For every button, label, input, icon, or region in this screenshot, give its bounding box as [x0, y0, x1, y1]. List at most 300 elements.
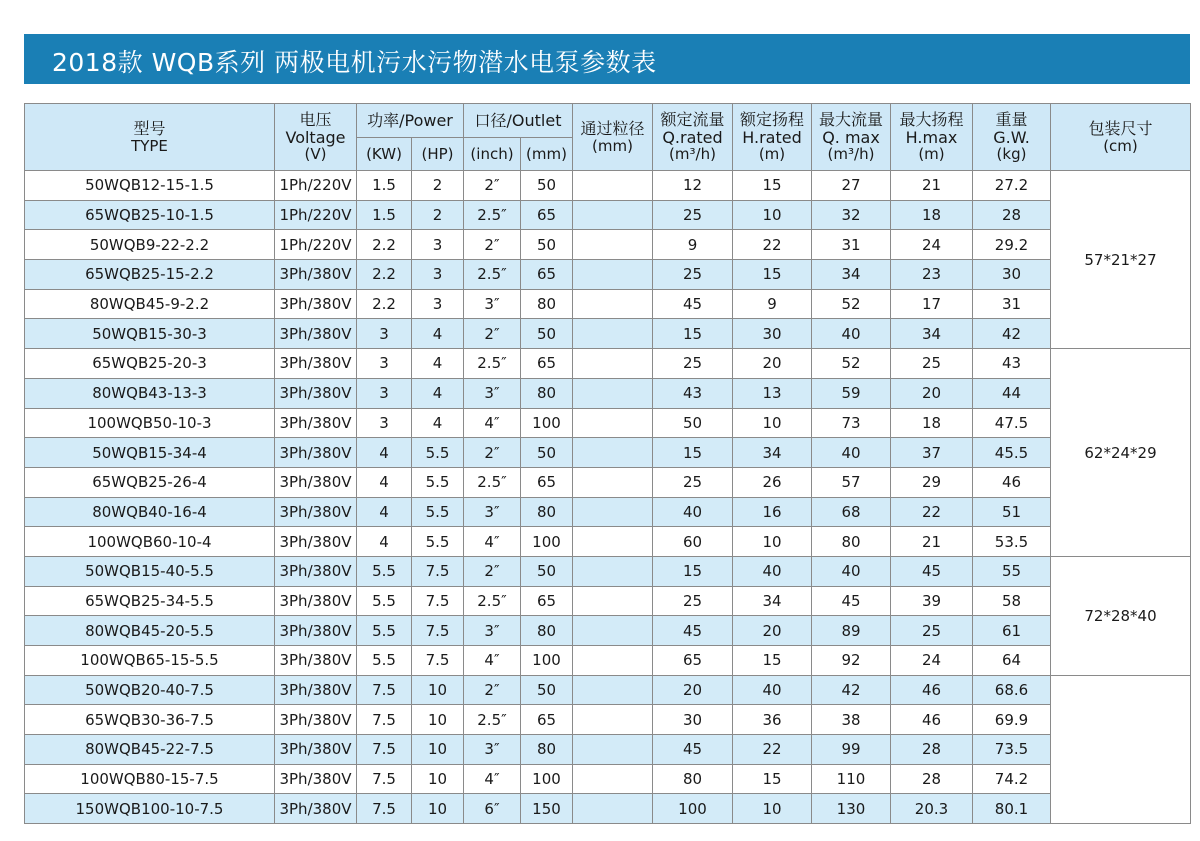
cell-mm: 50 — [521, 556, 573, 586]
cell-kw: 3 — [357, 408, 412, 438]
cell-model: 65WQB25-15-2.2 — [25, 260, 275, 290]
cell-particle — [573, 675, 653, 705]
cell-hmax: 46 — [891, 705, 973, 735]
cell-qmax: 34 — [812, 260, 891, 290]
cell-hmax: 20.3 — [891, 794, 973, 824]
cell-model: 80WQB43-13-3 — [25, 378, 275, 408]
cell-h: 15 — [733, 646, 812, 676]
cell-particle — [573, 319, 653, 349]
col-power: 功率/Power — [357, 104, 464, 138]
cell-qmax: 52 — [812, 289, 891, 319]
cell-q: 50 — [653, 408, 733, 438]
cell-qmax: 59 — [812, 378, 891, 408]
cell-hp: 5.5 — [412, 527, 464, 557]
cell-h: 10 — [733, 200, 812, 230]
cell-mm: 100 — [521, 764, 573, 794]
cell-model: 80WQB45-20-5.5 — [25, 616, 275, 646]
cell-hp: 10 — [412, 675, 464, 705]
cell-gw: 31 — [973, 289, 1051, 319]
cell-hmax: 37 — [891, 438, 973, 468]
cell-q: 15 — [653, 556, 733, 586]
cell-q: 45 — [653, 289, 733, 319]
table-body — [25, 171, 1191, 824]
table-row — [25, 586, 1191, 616]
table-row — [25, 497, 1191, 527]
table-row — [25, 349, 1191, 379]
cell-hp: 10 — [412, 705, 464, 735]
cell-hp: 5.5 — [412, 438, 464, 468]
table-row — [25, 378, 1191, 408]
cell-hp: 5.5 — [412, 497, 464, 527]
cell-hmax: 23 — [891, 260, 973, 290]
cell-hp: 10 — [412, 735, 464, 765]
cell-mm: 100 — [521, 527, 573, 557]
cell-h: 15 — [733, 171, 812, 201]
cell-hp: 10 — [412, 794, 464, 824]
table-row — [25, 735, 1191, 765]
cell-qmax: 80 — [812, 527, 891, 557]
cell-model: 50WQB15-34-4 — [25, 438, 275, 468]
col-voltage: 电压 Voltage (V) — [275, 104, 357, 171]
cell-hmax: 18 — [891, 200, 973, 230]
cell-kw: 7.5 — [357, 735, 412, 765]
cell-inch: 2″ — [464, 438, 521, 468]
cell-hp: 3 — [412, 289, 464, 319]
cell-h: 20 — [733, 349, 812, 379]
cell-h: 10 — [733, 794, 812, 824]
cell-model: 65WQB25-34-5.5 — [25, 586, 275, 616]
cell-inch: 2″ — [464, 230, 521, 260]
cell-inch: 2″ — [464, 319, 521, 349]
cell-volt: 3Ph/380V — [275, 527, 357, 557]
cell-kw: 3 — [357, 378, 412, 408]
cell-q: 60 — [653, 527, 733, 557]
cell-volt: 1Ph/220V — [275, 230, 357, 260]
cell-kw: 5.5 — [357, 586, 412, 616]
cell-mm: 80 — [521, 735, 573, 765]
cell-hp: 7.5 — [412, 556, 464, 586]
cell-model: 80WQB45-9-2.2 — [25, 289, 275, 319]
cell-model: 50WQB15-30-3 — [25, 319, 275, 349]
cell-mm: 50 — [521, 171, 573, 201]
cell-qmax: 45 — [812, 586, 891, 616]
table-row — [25, 171, 1191, 201]
cell-particle — [573, 467, 653, 497]
cell-package-size — [1051, 675, 1191, 823]
cell-mm: 100 — [521, 646, 573, 676]
cell-inch: 6″ — [464, 794, 521, 824]
cell-mm: 65 — [521, 467, 573, 497]
table-row — [25, 705, 1191, 735]
cell-q: 43 — [653, 378, 733, 408]
cell-volt: 3Ph/380V — [275, 349, 357, 379]
cell-hp: 7.5 — [412, 586, 464, 616]
cell-particle — [573, 260, 653, 290]
cell-mm: 80 — [521, 289, 573, 319]
cell-h: 15 — [733, 260, 812, 290]
cell-particle — [573, 527, 653, 557]
cell-inch: 4″ — [464, 408, 521, 438]
cell-q: 25 — [653, 467, 733, 497]
cell-volt: 3Ph/380V — [275, 260, 357, 290]
cell-mm: 50 — [521, 438, 573, 468]
cell-q: 80 — [653, 764, 733, 794]
cell-h: 10 — [733, 408, 812, 438]
cell-q: 25 — [653, 260, 733, 290]
cell-kw: 7.5 — [357, 764, 412, 794]
cell-particle — [573, 616, 653, 646]
col-power-kw: (KW) — [357, 138, 412, 171]
cell-hp: 3 — [412, 230, 464, 260]
cell-q: 30 — [653, 705, 733, 735]
cell-model: 50WQB9-22-2.2 — [25, 230, 275, 260]
cell-gw: 61 — [973, 616, 1051, 646]
cell-qmax: 40 — [812, 319, 891, 349]
cell-volt: 3Ph/380V — [275, 794, 357, 824]
cell-hmax: 25 — [891, 349, 973, 379]
cell-q: 25 — [653, 349, 733, 379]
cell-h: 34 — [733, 438, 812, 468]
cell-particle — [573, 497, 653, 527]
cell-inch: 2.5″ — [464, 260, 521, 290]
cell-h: 20 — [733, 616, 812, 646]
cell-h: 40 — [733, 675, 812, 705]
cell-inch: 2″ — [464, 675, 521, 705]
cell-hp: 4 — [412, 378, 464, 408]
cell-qmax: 89 — [812, 616, 891, 646]
cell-h: 22 — [733, 735, 812, 765]
table-row — [25, 527, 1191, 557]
cell-hp: 2 — [412, 171, 464, 201]
col-package: 包装尺寸 (cm) — [1051, 104, 1191, 171]
table-row — [25, 556, 1191, 586]
cell-gw: 68.6 — [973, 675, 1051, 705]
cell-qmax: 31 — [812, 230, 891, 260]
cell-mm: 150 — [521, 794, 573, 824]
cell-q: 25 — [653, 200, 733, 230]
cell-volt: 3Ph/380V — [275, 289, 357, 319]
cell-mm: 80 — [521, 616, 573, 646]
cell-model: 50WQB12-15-1.5 — [25, 171, 275, 201]
cell-q: 40 — [653, 497, 733, 527]
cell-kw: 1.5 — [357, 171, 412, 201]
cell-hmax: 24 — [891, 646, 973, 676]
cell-package-size: 72*28*40 — [1051, 556, 1191, 675]
cell-model: 50WQB15-40-5.5 — [25, 556, 275, 586]
cell-gw: 69.9 — [973, 705, 1051, 735]
table-row — [25, 764, 1191, 794]
cell-inch: 3″ — [464, 378, 521, 408]
cell-volt: 3Ph/380V — [275, 764, 357, 794]
cell-inch: 4″ — [464, 646, 521, 676]
col-outlet-mm: (mm) — [521, 138, 573, 171]
cell-hmax: 24 — [891, 230, 973, 260]
cell-gw: 64 — [973, 646, 1051, 676]
cell-gw: 27.2 — [973, 171, 1051, 201]
table-row — [25, 230, 1191, 260]
cell-q: 65 — [653, 646, 733, 676]
cell-h: 36 — [733, 705, 812, 735]
cell-q: 12 — [653, 171, 733, 201]
cell-qmax: 92 — [812, 646, 891, 676]
cell-volt: 3Ph/380V — [275, 556, 357, 586]
cell-particle — [573, 735, 653, 765]
cell-h: 26 — [733, 467, 812, 497]
cell-hmax: 45 — [891, 556, 973, 586]
col-power-hp: (HP) — [412, 138, 464, 171]
cell-q: 15 — [653, 319, 733, 349]
table-row — [25, 408, 1191, 438]
cell-kw: 4 — [357, 467, 412, 497]
cell-volt: 3Ph/380V — [275, 586, 357, 616]
cell-particle — [573, 556, 653, 586]
page-title: 2018款 WQB系列 两极电机污水污物潜水电泵参数表 — [52, 48, 657, 77]
cell-mm: 65 — [521, 260, 573, 290]
cell-q: 25 — [653, 586, 733, 616]
cell-h: 15 — [733, 764, 812, 794]
cell-qmax: 99 — [812, 735, 891, 765]
cell-gw: 29.2 — [973, 230, 1051, 260]
cell-kw: 3 — [357, 319, 412, 349]
title-banner — [24, 34, 1190, 84]
cell-kw: 5.5 — [357, 616, 412, 646]
cell-q: 15 — [653, 438, 733, 468]
cell-h: 9 — [733, 289, 812, 319]
cell-package-size: 57*21*27 — [1051, 171, 1191, 349]
cell-inch: 3″ — [464, 497, 521, 527]
cell-kw: 7.5 — [357, 705, 412, 735]
cell-volt: 3Ph/380V — [275, 705, 357, 735]
cell-volt: 3Ph/380V — [275, 438, 357, 468]
cell-particle — [573, 438, 653, 468]
col-h-max: 最大扬程 H.max (m) — [891, 104, 973, 171]
cell-mm: 65 — [521, 349, 573, 379]
cell-hp: 7.5 — [412, 616, 464, 646]
cell-model: 80WQB45-22-7.5 — [25, 735, 275, 765]
table-row — [25, 260, 1191, 290]
cell-hmax: 17 — [891, 289, 973, 319]
cell-q: 9 — [653, 230, 733, 260]
cell-gw: 43 — [973, 349, 1051, 379]
cell-model: 100WQB80-15-7.5 — [25, 764, 275, 794]
cell-qmax: 27 — [812, 171, 891, 201]
cell-qmax: 57 — [812, 467, 891, 497]
cell-volt: 3Ph/380V — [275, 378, 357, 408]
col-weight: 重量 G.W. (kg) — [973, 104, 1051, 171]
cell-particle — [573, 586, 653, 616]
cell-inch: 2″ — [464, 171, 521, 201]
cell-hmax: 20 — [891, 378, 973, 408]
cell-hmax: 29 — [891, 467, 973, 497]
cell-model: 65WQB25-20-3 — [25, 349, 275, 379]
cell-mm: 50 — [521, 319, 573, 349]
table-row — [25, 467, 1191, 497]
cell-gw: 28 — [973, 200, 1051, 230]
cell-inch: 2.5″ — [464, 467, 521, 497]
cell-q: 45 — [653, 735, 733, 765]
cell-qmax: 40 — [812, 438, 891, 468]
cell-kw: 7.5 — [357, 675, 412, 705]
cell-mm: 50 — [521, 230, 573, 260]
cell-model: 50WQB20-40-7.5 — [25, 675, 275, 705]
cell-inch: 2″ — [464, 556, 521, 586]
cell-qmax: 68 — [812, 497, 891, 527]
cell-gw: 55 — [973, 556, 1051, 586]
cell-hmax: 21 — [891, 171, 973, 201]
cell-h: 40 — [733, 556, 812, 586]
cell-qmax: 110 — [812, 764, 891, 794]
cell-hp: 5.5 — [412, 467, 464, 497]
pump-spec-table — [24, 103, 1191, 824]
cell-gw: 53.5 — [973, 527, 1051, 557]
cell-gw: 58 — [973, 586, 1051, 616]
table-row — [25, 319, 1191, 349]
cell-hp: 3 — [412, 260, 464, 290]
cell-qmax: 32 — [812, 200, 891, 230]
cell-kw: 4 — [357, 527, 412, 557]
col-h-rated: 额定扬程 H.rated (m) — [733, 104, 812, 171]
cell-hmax: 34 — [891, 319, 973, 349]
cell-inch: 2.5″ — [464, 349, 521, 379]
cell-hmax: 18 — [891, 408, 973, 438]
cell-gw: 44 — [973, 378, 1051, 408]
cell-inch: 2.5″ — [464, 586, 521, 616]
cell-kw: 7.5 — [357, 794, 412, 824]
cell-hp: 7.5 — [412, 646, 464, 676]
cell-qmax: 38 — [812, 705, 891, 735]
cell-particle — [573, 378, 653, 408]
cell-hp: 2 — [412, 200, 464, 230]
cell-volt: 3Ph/380V — [275, 675, 357, 705]
cell-particle — [573, 408, 653, 438]
cell-particle — [573, 289, 653, 319]
table-header — [25, 104, 1191, 171]
table-row — [25, 646, 1191, 676]
cell-mm: 50 — [521, 675, 573, 705]
cell-volt: 3Ph/380V — [275, 408, 357, 438]
cell-volt: 3Ph/380V — [275, 497, 357, 527]
cell-volt: 3Ph/380V — [275, 735, 357, 765]
cell-inch: 4″ — [464, 527, 521, 557]
col-particle: 通过粒径 (mm) — [573, 104, 653, 171]
cell-kw: 2.2 — [357, 260, 412, 290]
cell-model: 65WQB25-26-4 — [25, 467, 275, 497]
cell-volt: 1Ph/220V — [275, 200, 357, 230]
cell-gw: 51 — [973, 497, 1051, 527]
cell-kw: 4 — [357, 497, 412, 527]
cell-gw: 74.2 — [973, 764, 1051, 794]
cell-kw: 4 — [357, 438, 412, 468]
cell-kw: 1.5 — [357, 200, 412, 230]
cell-model: 100WQB65-15-5.5 — [25, 646, 275, 676]
cell-mm: 65 — [521, 200, 573, 230]
cell-qmax: 73 — [812, 408, 891, 438]
table-row — [25, 616, 1191, 646]
cell-hp: 4 — [412, 408, 464, 438]
cell-particle — [573, 230, 653, 260]
cell-particle — [573, 705, 653, 735]
cell-particle — [573, 794, 653, 824]
cell-kw: 2.2 — [357, 230, 412, 260]
cell-volt: 3Ph/380V — [275, 467, 357, 497]
cell-gw: 73.5 — [973, 735, 1051, 765]
cell-inch: 3″ — [464, 735, 521, 765]
table-row — [25, 794, 1191, 824]
cell-volt: 3Ph/380V — [275, 319, 357, 349]
cell-kw: 3 — [357, 349, 412, 379]
cell-package-size: 62*24*29 — [1051, 349, 1191, 557]
cell-model: 100WQB50-10-3 — [25, 408, 275, 438]
cell-model: 150WQB100-10-7.5 — [25, 794, 275, 824]
cell-kw: 5.5 — [357, 556, 412, 586]
col-outlet-inch: (inch) — [464, 138, 521, 171]
cell-gw: 45.5 — [973, 438, 1051, 468]
cell-volt: 3Ph/380V — [275, 646, 357, 676]
cell-h: 16 — [733, 497, 812, 527]
table-row — [25, 289, 1191, 319]
cell-particle — [573, 646, 653, 676]
cell-gw: 80.1 — [973, 794, 1051, 824]
col-outlet: 口径/Outlet — [464, 104, 573, 138]
cell-mm: 65 — [521, 586, 573, 616]
cell-h: 10 — [733, 527, 812, 557]
cell-particle — [573, 200, 653, 230]
cell-hp: 10 — [412, 764, 464, 794]
cell-inch: 2.5″ — [464, 705, 521, 735]
cell-hp: 4 — [412, 319, 464, 349]
table-row — [25, 200, 1191, 230]
cell-volt: 1Ph/220V — [275, 171, 357, 201]
cell-model: 65WQB30-36-7.5 — [25, 705, 275, 735]
cell-hmax: 46 — [891, 675, 973, 705]
cell-hmax: 28 — [891, 735, 973, 765]
col-q-max: 最大流量 Q. max (m³/h) — [812, 104, 891, 171]
cell-q: 45 — [653, 616, 733, 646]
cell-inch: 2.5″ — [464, 200, 521, 230]
cell-h: 34 — [733, 586, 812, 616]
cell-gw: 47.5 — [973, 408, 1051, 438]
cell-kw: 2.2 — [357, 289, 412, 319]
cell-hmax: 21 — [891, 527, 973, 557]
cell-model: 100WQB60-10-4 — [25, 527, 275, 557]
cell-inch: 4″ — [464, 764, 521, 794]
cell-inch: 3″ — [464, 289, 521, 319]
cell-inch: 3″ — [464, 616, 521, 646]
cell-model: 80WQB40-16-4 — [25, 497, 275, 527]
col-model: 型号 TYPE — [25, 104, 275, 171]
cell-h: 30 — [733, 319, 812, 349]
cell-q: 20 — [653, 675, 733, 705]
cell-qmax: 130 — [812, 794, 891, 824]
cell-hmax: 25 — [891, 616, 973, 646]
cell-gw: 42 — [973, 319, 1051, 349]
cell-mm: 100 — [521, 408, 573, 438]
cell-gw: 30 — [973, 260, 1051, 290]
cell-mm: 65 — [521, 705, 573, 735]
cell-qmax: 52 — [812, 349, 891, 379]
cell-mm: 80 — [521, 497, 573, 527]
cell-particle — [573, 349, 653, 379]
cell-hmax: 22 — [891, 497, 973, 527]
cell-model: 65WQB25-10-1.5 — [25, 200, 275, 230]
table-row — [25, 675, 1191, 705]
cell-h: 22 — [733, 230, 812, 260]
cell-h: 13 — [733, 378, 812, 408]
cell-kw: 5.5 — [357, 646, 412, 676]
cell-qmax: 40 — [812, 556, 891, 586]
table-row — [25, 438, 1191, 468]
col-q-rated: 额定流量 Q.rated (m³/h) — [653, 104, 733, 171]
